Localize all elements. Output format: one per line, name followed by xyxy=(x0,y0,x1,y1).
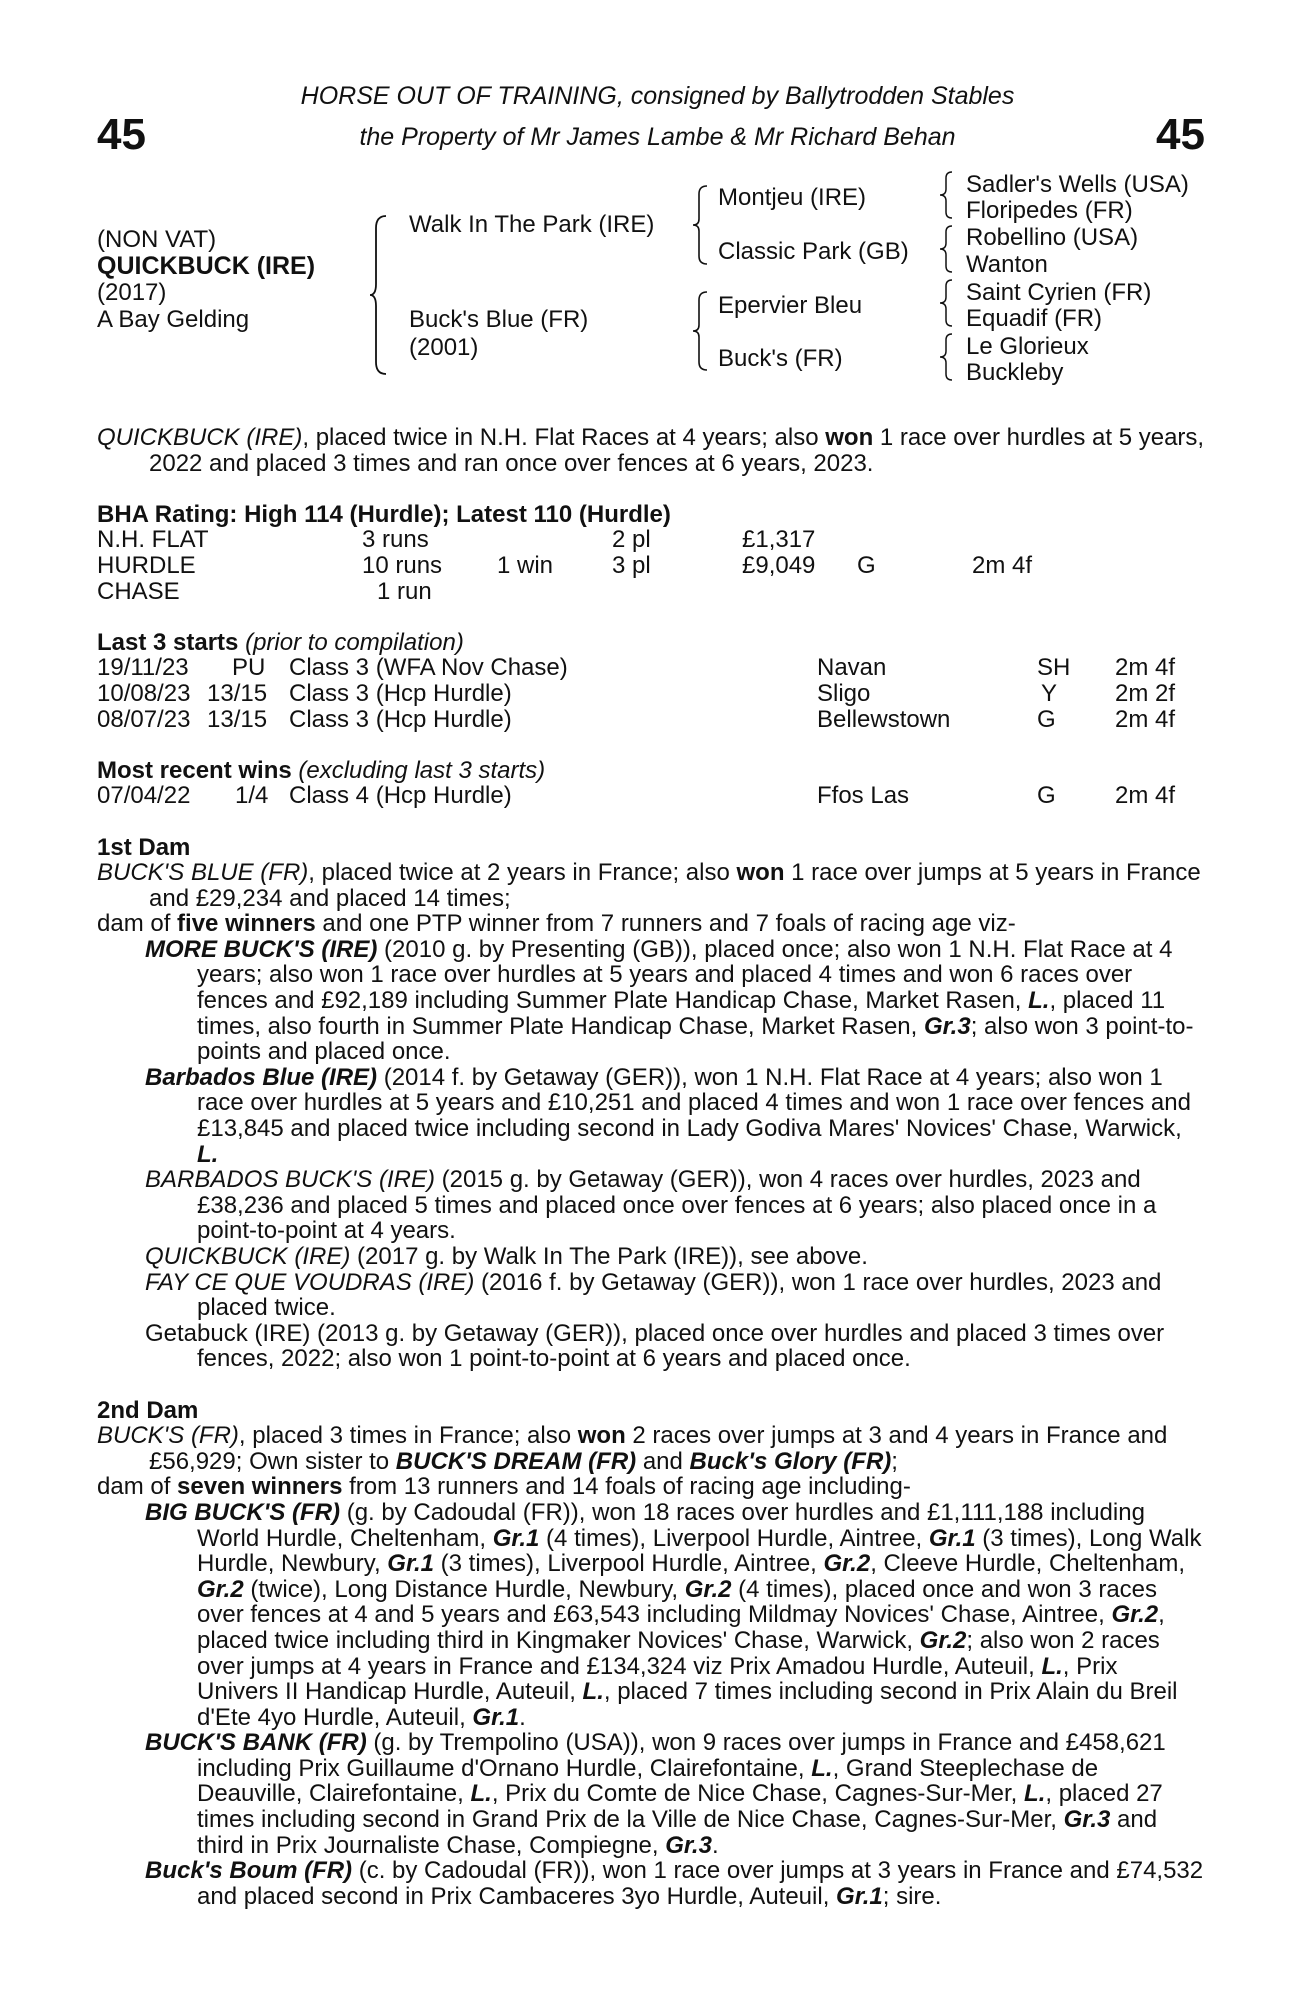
pedigree-dss: Saint Cyrien (FR) xyxy=(966,279,1152,306)
pedigree-brace-sire xyxy=(691,184,711,266)
pedigree-sire-sire: Montjeu (IRE) xyxy=(718,184,867,211)
pedigree-ssd: Floripedes (FR) xyxy=(966,197,1133,224)
second-dam-section xyxy=(97,1398,1205,1910)
produce-getabuck: Getabuck (IRE) (2013 g. by Getaway (GER)), placed once over hurdles and placed 3 times over fences, 2022; also won 1 point-to-point at 6 years and placed once. xyxy=(145,1319,1165,1373)
produce-barbados-bucks: BARBADOS BUCK'S (IRE) (2015 g. by Getaway (GER)), won 4 races over hurdles, 2023 and £38,236 and placed 5 times and placed once over fences at 6 years; also placed once in a point-to-point at 4 years. xyxy=(145,1166,1157,1245)
second-dam-produce-intro: dam of seven winners from 13 runners and 14 foals of racing age including- xyxy=(97,1473,911,1501)
pedigree-dam-dam: Buck's (FR) xyxy=(718,345,843,372)
record-row: CHASE 1 run xyxy=(97,577,432,605)
pedigree-dam-year: (2001) xyxy=(409,334,479,361)
catalogue-body xyxy=(97,425,1205,1909)
pedigree-brace-ds xyxy=(938,278,956,328)
first-dam-produce-intro: dam of five winners and one PTP winner from 7 runners and 7 foals of racing age viz- xyxy=(97,910,1016,938)
last-3-starts: Last 3 starts (prior to compilation) 19/11/23 PU Class 3 (WFA Nov Chase) Navan SH 2m 4f 10/08/23 13/15 Class 3 (Hcp Hurdle) Sligo Y 2m 2f 08/07/23 13/15 Class 3 (Hcp Hurdle) Bellewstown G 2m 4f xyxy=(97,630,1205,732)
pedigree-brace-dd xyxy=(938,332,956,382)
produce-more-bucks: MORE BUCK'S (IRE) (2010 g. by Presenting (GB)), placed once; also won 1 N.H. Flat Race at 4 years; also won 1 race over hurdles at 5 years and placed 4 times and won 6 races over fences and £92,189 including Summer Plate Handicap Chase, Market Rasen, L., placed 11 times, also fourth in Summer Plate Handicap Chase, Market Rasen, Gr.3; also won 3 point-to-points and placed once. xyxy=(145,935,1194,1066)
recent-wins-title: Most recent wins xyxy=(97,756,292,784)
bha-rating: BHA Rating: High 114 (Hurdle); Latest 110 (Hurdle) xyxy=(97,500,671,528)
horse-year: (2017) xyxy=(97,279,167,306)
pedigree-brace-ss xyxy=(938,170,956,220)
produce-bucks-bank: BUCK'S BANK (FR) (g. by Trempolino (USA)), won 9 races over jumps in France and £458,621 including Prix Guillaume d'Ornano Hurdle, Clairefontaine, L., Grand Steeplechase de Deauville, Clairefontaine, L., Prix du Comte de Nice Chase, Cagnes-Sur-Mer, L., placed 27 times including second in Grand Prix de la Ville de Nice Chase, Cagnes-Sur-Mer, Gr.3 and third in Prix Journaliste Chase, Compiegne, Gr.3. xyxy=(145,1729,1166,1859)
pedigree-brace-main xyxy=(368,214,390,376)
pedigree-dam-sire: Epervier Bleu xyxy=(718,292,863,319)
race-record xyxy=(97,527,1205,604)
horse-description: A Bay Gelding xyxy=(97,306,250,333)
second-dam-title: 2nd Dam xyxy=(97,1396,199,1424)
first-dam-summary: BUCK'S BLUE (FR), placed twice at 2 years in France; also won 1 race over jumps at 5 years in France and £29,234 and placed 14 times; xyxy=(97,859,1201,912)
summary-horse-name: QUICKBUCK (IRE) xyxy=(97,424,303,451)
record-row: N.H. FLAT 3 runs 2 pl £1,317 xyxy=(97,526,816,554)
pedigree-sire-dam: Classic Park (GB) xyxy=(718,238,909,265)
pedigree-sds: Robellino (USA) xyxy=(966,224,1139,251)
start-row: 08/07/23 13/15 Class 3 (Hcp Hurdle) Bellewstown G 2m 4f xyxy=(97,705,1176,733)
horse-summary: QUICKBUCK (IRE), placed twice in N.H. Flat Races at 4 years; also won 1 race over hurdles at 5 years, 2022 and placed 3 times and ran once over fences at 6 years, 2023. xyxy=(97,424,1205,477)
start-row: 19/11/23 PU Class 3 (WFA Nov Chase) Navan SH 2m 4f xyxy=(97,654,1176,682)
horse-vat: (NON VAT) xyxy=(97,226,217,253)
produce-bucks-boum: Buck's Boum (FR) (c. by Cadoudal (FR)), won 1 race over jumps at 3 years in France and £74,532 and placed second in Prix Cambaceres 3yo Hurdle, Auteuil, Gr.1; sire. xyxy=(145,1857,1204,1910)
horse-name: QUICKBUCK (IRE) xyxy=(97,252,316,280)
produce-fay-ce-que-voudras: FAY CE QUE VOUDRAS (IRE) (2016 f. by Getaway (GER)), won 1 race over hurdles, 2023 and placed twice. xyxy=(145,1268,1162,1322)
produce-quickbuck: QUICKBUCK (IRE) (2017 g. by Walk In The Park (IRE)), see above. xyxy=(145,1243,868,1270)
pedigree-ddd: Buckleby xyxy=(966,359,1064,386)
lot-number-right: 45 xyxy=(1156,110,1205,159)
lot-number-left: 45 xyxy=(97,110,146,159)
record-row: HURDLE 10 runs 1 win 3 pl £9,049 G 2m 4f xyxy=(97,551,1033,579)
produce-big-bucks: BIG BUCK'S (FR) (g. by Cadoudal (FR)), won 18 races over hurdles and £1,111,188 including World Hurdle, Cheltenham, Gr.1 (4 times), Liverpool Hurdle, Aintree, Gr.1 (3 times), Long Walk Hurdle, Newbury, Gr.1 (3 times), Liverpool Hurdle, Aintree, Gr.2, Cleeve Hurdle, Cheltenham, Gr.2 (twice), Long Distance Hurdle, Newbury, Gr.2 (4 times), placed once and won 3 races over fences at 4 and 5 years and £63,543 including Mildmay Novices' Chase, Aintree, Gr.2, placed twice including third in Kingmaker Novices' Chase, Warwick, Gr.2; also won 2 races over jumps at 4 years in France and £134,324 viz Prix Amadou Hurdle, Auteuil, L., Prix Univers II Handicap Hurdle, Auteuil, L., placed 7 times including second in Prix Alain du Breil d'Ete 4yo Hurdle, Auteuil, Gr.1. xyxy=(145,1498,1202,1731)
pedigree-dds: Le Glorieux xyxy=(966,333,1089,360)
pedigree-dam: Buck's Blue (FR) xyxy=(409,306,589,333)
pedigree-sire: Walk In The Park (IRE) xyxy=(409,211,655,238)
first-dam-title: 1st Dam xyxy=(97,833,191,861)
produce-barbados-blue: Barbados Blue (IRE) (2014 f. by Getaway (GER)), won 1 N.H. Flat Race at 4 years; also won 1 race over hurdles at 5 years and £10,251 and placed 4 times and won 1 race over fences and £13,845 and placed twice including second in Lady Godiva Mares' Novices' Chase, Warwick, L. xyxy=(145,1063,1191,1168)
pedigree-brace-sd xyxy=(938,224,956,274)
last-3-title: Last 3 starts xyxy=(97,628,239,656)
pedigree-sdd: Wanton xyxy=(966,251,1048,278)
header-consignor: HORSE OUT OF TRAINING, consigned by Ballytrodden Stables xyxy=(300,82,1015,110)
start-row: 10/08/23 13/15 Class 3 (Hcp Hurdle) Sligo Y 2m 2f xyxy=(97,679,1176,707)
most-recent-wins: Most recent wins (excluding last 3 starts) 07/04/22 1/4 Class 4 (Hcp Hurdle) Ffos Las G 2m 4f xyxy=(97,758,1205,809)
second-dam-summary: BUCK'S (FR), placed 3 times in France; also won 2 races over jumps at 3 and 4 years in France and £56,929; Own sister to BUCK'S DREAM (FR) and Buck's Glory (FR); xyxy=(97,1422,1168,1475)
header-owner: the Property of Mr James Lambe & Mr Richard Behan xyxy=(359,123,956,151)
win-row: 07/04/22 1/4 Class 4 (Hcp Hurdle) Ffos Las G 2m 4f xyxy=(97,782,1176,810)
pedigree-sss: Sadler's Wells (USA) xyxy=(966,171,1189,198)
pedigree-brace-dam xyxy=(691,290,711,372)
pedigree-dsd: Equadif (FR) xyxy=(966,305,1103,332)
first-dam-section xyxy=(97,835,1205,1372)
